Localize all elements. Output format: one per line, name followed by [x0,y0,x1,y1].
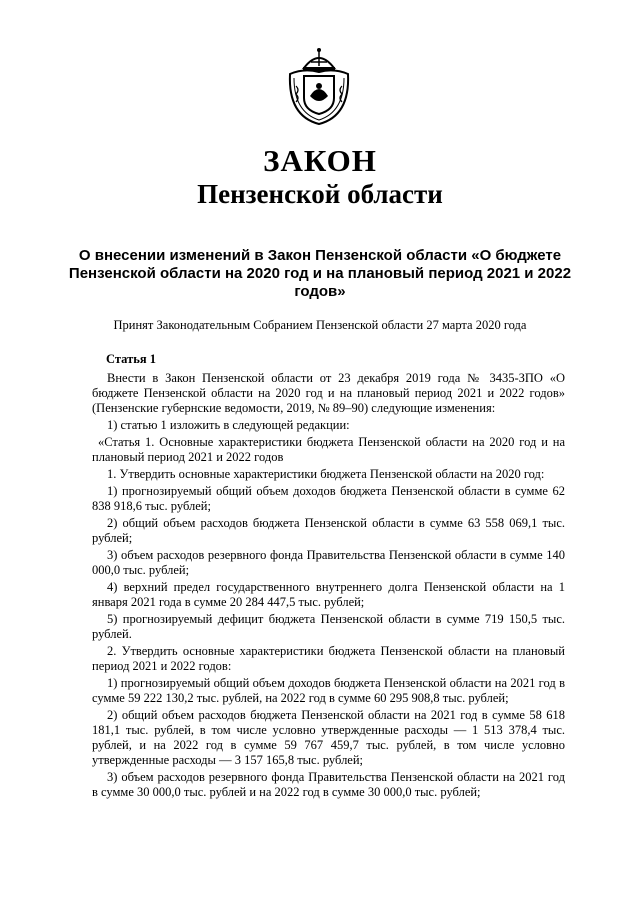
paragraph: 1. Утвердить основные характеристики бюджета Пензенской области на 2020 год: [107,467,545,481]
paragraph: 4) верхний предел государственного внутреннего долга Пензенской области на 1 января 2021 года в сумме 20 284 447,5 тыс. рублей; [92,580,565,609]
paragraph: 2) общий объем расходов бюджета Пензенской области на 2021 год в сумме 58 618 181,1 тыс. рублей, в том числе условно утвержденные расходы — 1 513 378,4 тыс. рублей, и на 2022 год в сумме 59 767 459,7 тыс. рублей, в том числе условно утвержденные расходы — 3 157 165,8 тыс. рублей; [92,708,565,767]
law-subject: О внесении изменений в Закон Пензенской области «О бюджете Пензенской области на 2020 год и на плановый период 2021 и 2022 годов» [68,247,572,300]
paragraph: 3) объем расходов резервного фонда Правительства Пензенской области в сумме 140 000,0 тыс. рублей; [92,548,565,577]
paragraph: 2) общий объем расходов бюджета Пензенской области в сумме 63 558 069,1 тыс. рублей; [92,516,565,545]
paragraph: «Статья 1. Основные характеристики бюджета Пензенской области на 2020 год и на плановый период 2021 и 2022 годов [92,435,565,464]
paragraph: 5) прогнозируемый дефицит бюджета Пензенской области в сумме 719 150,5 тыс. рублей. [92,612,565,641]
adoption-line: Принят Законодательным Собранием Пензенской области 27 марта 2020 года [113,318,527,332]
paragraph: 3) объем расходов резервного фонда Правительства Пензенской области на 2021 год в сумме 30 000,0 тыс. рублей и на 2022 год в сумме 30 000,0 тыс. рублей; [92,770,565,799]
paragraph: 1) прогнозируемый общий объем доходов бюджета Пензенской области на 2021 год в сумме 59 222 130,2 тыс. рублей, на 2022 год в сумме 60 295 908,8 тыс. рублей; [92,676,565,705]
paragraph: Внести в Закон Пензенской области от 23 декабря 2019 года № 3435-ЗПО «О бюджете Пензенской области на 2020 год и на плановый период 2021 и 2022 годов» (Пензенские губернские ведомости, 2019, № 89–90) следующие изменения: [92,371,565,415]
paragraph: 1) статью 1 изложить в следующей редакции: [107,418,350,432]
document-title: ЗАКОН [263,143,377,178]
article-heading: Статья 1 [106,352,156,366]
article-body [92,371,565,802]
coat-of-arms-emblem [284,46,354,126]
document-region: Пензенской области [197,179,443,209]
paragraph: 2. Утвердить основные характеристики бюджета Пензенской области на плановый период 2021 и 2022 годов: [92,644,565,673]
paragraph: 1) прогнозируемый общий объем доходов бюджета Пензенской области в сумме 62 838 918,6 тыс. рублей; [92,484,565,513]
